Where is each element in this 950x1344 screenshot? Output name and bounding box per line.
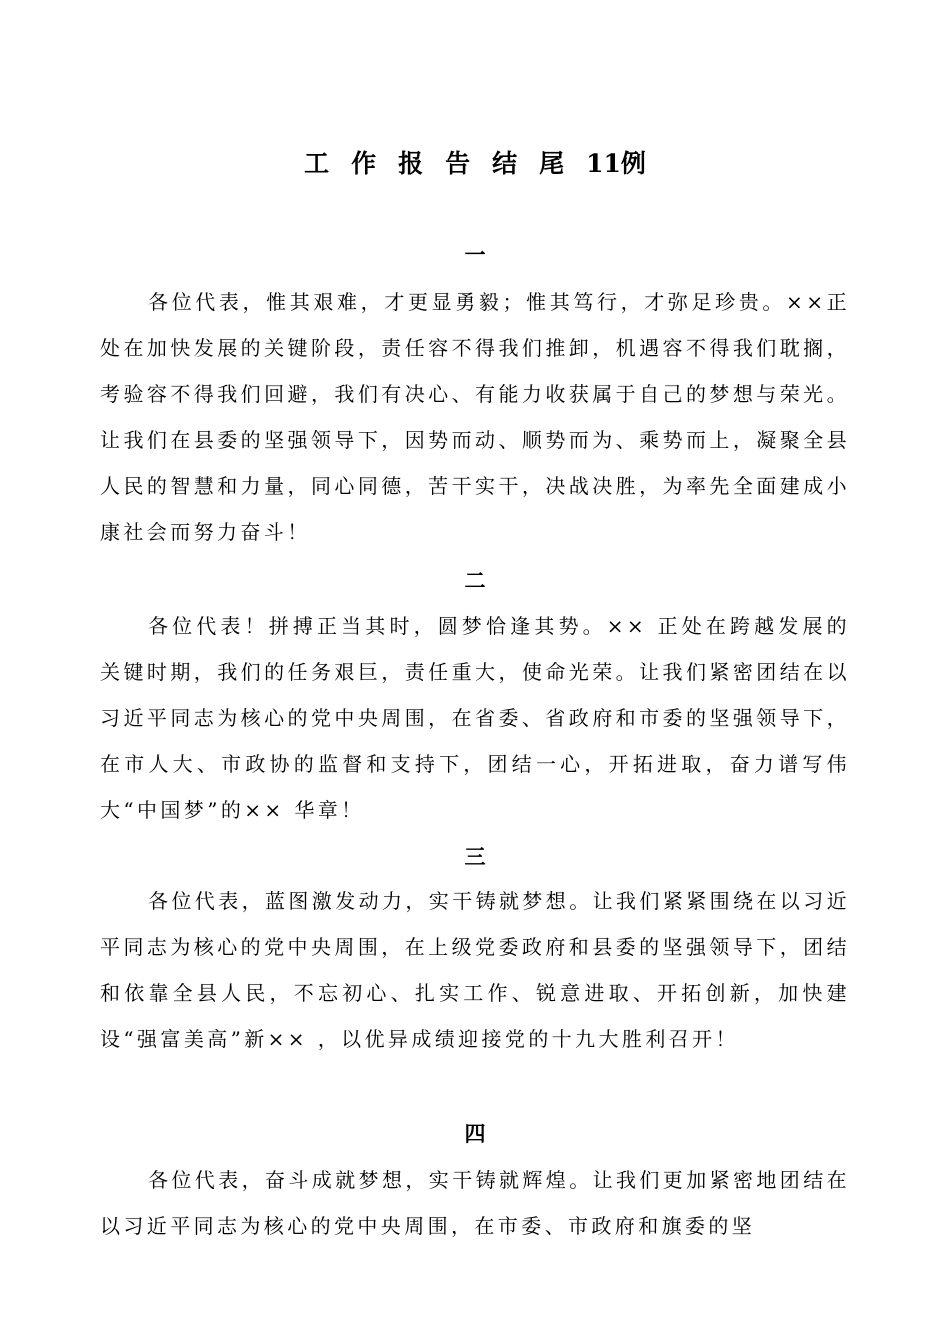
section-heading-4: 四 bbox=[464, 1121, 486, 1146]
section-paragraph-2: 各位代表！拼搏正当其时，圆梦恰逢其势。×× 正处在跨越发展的关键时期，我们的任务艰巨，责任重大，使命光荣。让我们紧密团结在以习近平同志为核心的党中央周围，在省委、省政府和市委的坚强领导下，在市人大、市政协的监督和支持下，团结一心，开拓进取，奋力谱写伟大“中国梦”的×× 华章！ bbox=[100, 614, 850, 822]
section-paragraph-4: 各位代表，奋斗成就梦想，实干铸就辉煌。让我们更加紧密地团结在以习近平同志为核心的党中央周围，在市委、市政府和旗委的坚 bbox=[100, 1168, 850, 1238]
title-main: 工作报告结尾 bbox=[304, 149, 587, 178]
section-heading-1: 一 bbox=[464, 242, 486, 267]
section-paragraph-3: 各位代表，蓝图激发动力，实干铸就梦想。让我们紧紧围绕在以习近平同志为核心的党中央周围，在上级党委政府和县委的坚强领导下，团结和依靠全县人民，不忘初心、扎实工作、锐意进取、开拓创新，加快建设“强富美高”新×× ，以优异成绩迎接党的十九大胜利召开！ bbox=[100, 889, 850, 1051]
title-suffix: 11例 bbox=[586, 149, 646, 178]
document-title bbox=[0, 144, 950, 184]
section-paragraph-1: 各位代表，惟其艰难，才更显勇毅；惟其笃行，才弥足珍贵。××正处在加快发展的关键阶段，责任容不得我们推卸，机遇容不得我们耽搁，考验容不得我们回避，我们有决心、有能力收获属于自己的梦想与荣光。让我们在县委的坚强领导下，因势而动、顺势而为、乘势而上，凝聚全县人民的智慧和力量，同心同德，苦干实干，决战决胜，为率先全面建成小康社会而努力奋斗！ bbox=[100, 290, 850, 544]
section-heading-2: 二 bbox=[464, 568, 486, 593]
section-heading-3: 三 bbox=[464, 844, 486, 869]
